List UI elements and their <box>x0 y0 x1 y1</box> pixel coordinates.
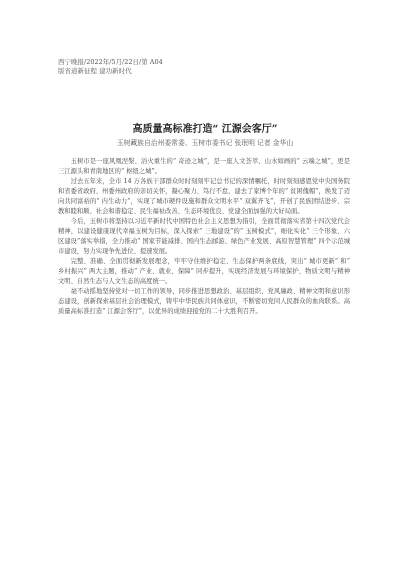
paragraph: 过去五年来，全市 14 万各族干部群众时时刻刻牢记总书记的深情嘱托，时时刻刻感恩党中央国务院和省委省政府、州委州政府的亲切关怀，凝心聚力、笃行不怠，建去了家博个年的“ 贫困傀帽”，焕发了迈向共同富裕的“ 内生动力”，实现了城市硬件设施和群众文明水平“ 双翼齐飞”，开创了民族团结进步、宗教和睦和顺、社会和谐稳定、民生福祉改善、生态环境优良、党建全面加强的大好局面。 <box>58 178 350 215</box>
paragraph: 毫不动摇地坚持党对一切工作的领导，同步推进思想政治、基层组织、党风廉政、精神文明和意识形态建设，创新探索基层社会治理模式，铸牢中华民族共同体意识，不断密切党同人民群众的血肉联系。高质量高标准打造“ 江源会客厅”，以优异的成绩迎接党的二十大胜利召开。 <box>58 288 350 315</box>
paragraph: 玉树市是一座风凰涅槃、浴火重生的“ 奇迹之城”，是一座人文荟萃、山水如画的“ 云端之城”，更是三江源头和青南地区的“ 枢纽之城”。 <box>58 158 350 175</box>
article-title: 高质量高标准打造“ 江源会客厅” <box>132 124 278 135</box>
publication-meta <box>58 58 358 76</box>
article-body <box>58 157 350 317</box>
source-line: 西宁晚报/2022年/5月/22日/第 A04 <box>58 58 163 66</box>
paragraph: 完整、准确、全面贯彻新发展理念，牢牢守住维护稳定、生态保护两条底线，突出“ 城市更新” 和“ 乡村振兴” 两大主题，推动“ 产业、就业、保障” 同步提升，实现经济发展与环境保护、物质文明与精神文明、自然生态与人文生态的高度统一。 <box>58 258 350 285</box>
article-byline: 玉树藏族自治州委常委、玉树市委书记 张珉明 记者 金华山 <box>116 139 294 147</box>
paragraph: 今后，玉树市将坚持以习近平新时代中国特色社会主义思想为指引，全面贯彻落实省第十四次党代会精神，以建设健康现代幸福玉树为目标，深入探索“ 三地建设”的“ 玉树模式”，细化实化“ 三个形象、六区建设”落实举措，全力推动“ 国家节能减排、国内生态邮游、绿色产业发展、高原智慧管理” 四个示范城市建设，努力实现争先进位、提速发展。 <box>58 218 350 255</box>
section-line: 版省道新征程 建功新时代 <box>58 67 132 75</box>
